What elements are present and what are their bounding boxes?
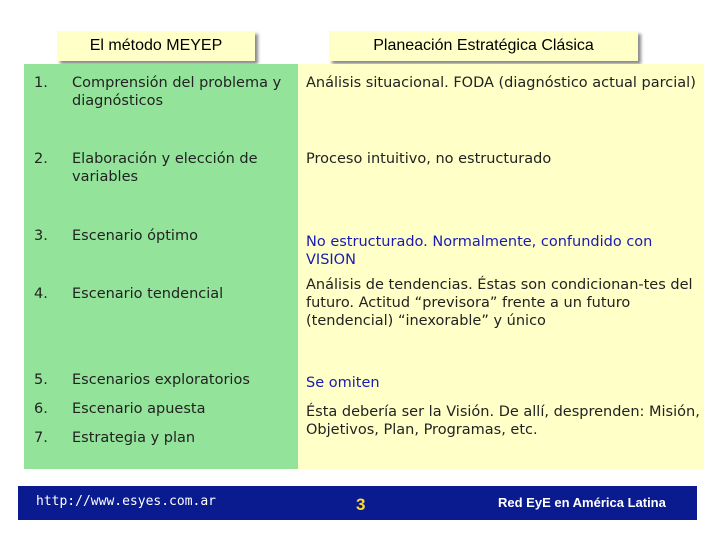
step-number: 2. xyxy=(34,151,48,167)
step-number: 4. xyxy=(34,286,48,302)
meyep-header: El método MEYEP xyxy=(57,31,255,61)
classic-planning-header: Planeación Estratégica Clásica xyxy=(329,31,638,61)
step-number: 7. xyxy=(34,430,48,446)
classic-equivalent: Se omiten xyxy=(306,375,380,391)
meyep-step: Comprensión del problema y diagnósticos xyxy=(72,75,282,109)
network-name: Red EyE en América Latina xyxy=(498,495,666,510)
meyep-step: Escenario tendencial xyxy=(72,286,224,302)
meyep-step: Estrategia y plan xyxy=(72,430,196,446)
classic-equivalent: Proceso intuitivo, no estructurado xyxy=(306,151,552,167)
step-number: 1. xyxy=(34,75,48,91)
classic-equivalent: No estructurado. Normalmente, confundido con VISION xyxy=(306,234,653,268)
meyep-step: Escenario apuesta xyxy=(72,401,206,417)
step-number: 5. xyxy=(34,372,48,388)
meyep-step: Escenario óptimo xyxy=(72,228,198,244)
footer-url-link[interactable]: http://www.esyes.com.ar xyxy=(36,494,217,509)
meyep-step: Elaboración y elección de variables xyxy=(72,151,258,185)
classic-equivalent: Análisis de tendencias. Éstas son condicionan-tes del futuro. Actitud “previsora” frente a un futuro (tendencial) “inexorable” y único xyxy=(306,277,693,329)
meyep-step: Escenarios exploratorios xyxy=(72,372,250,388)
step-number: 3. xyxy=(34,228,48,244)
classic-equivalent: Ésta debería ser la Visión. De allí, desprenden: Misión, Objetivos, Plan, Programas, etc. xyxy=(306,404,700,438)
page-number: 3 xyxy=(356,495,366,514)
classic-equivalent: Análisis situacional. FODA (diagnóstico actual parcial) xyxy=(306,75,696,91)
step-number: 6. xyxy=(34,401,48,417)
